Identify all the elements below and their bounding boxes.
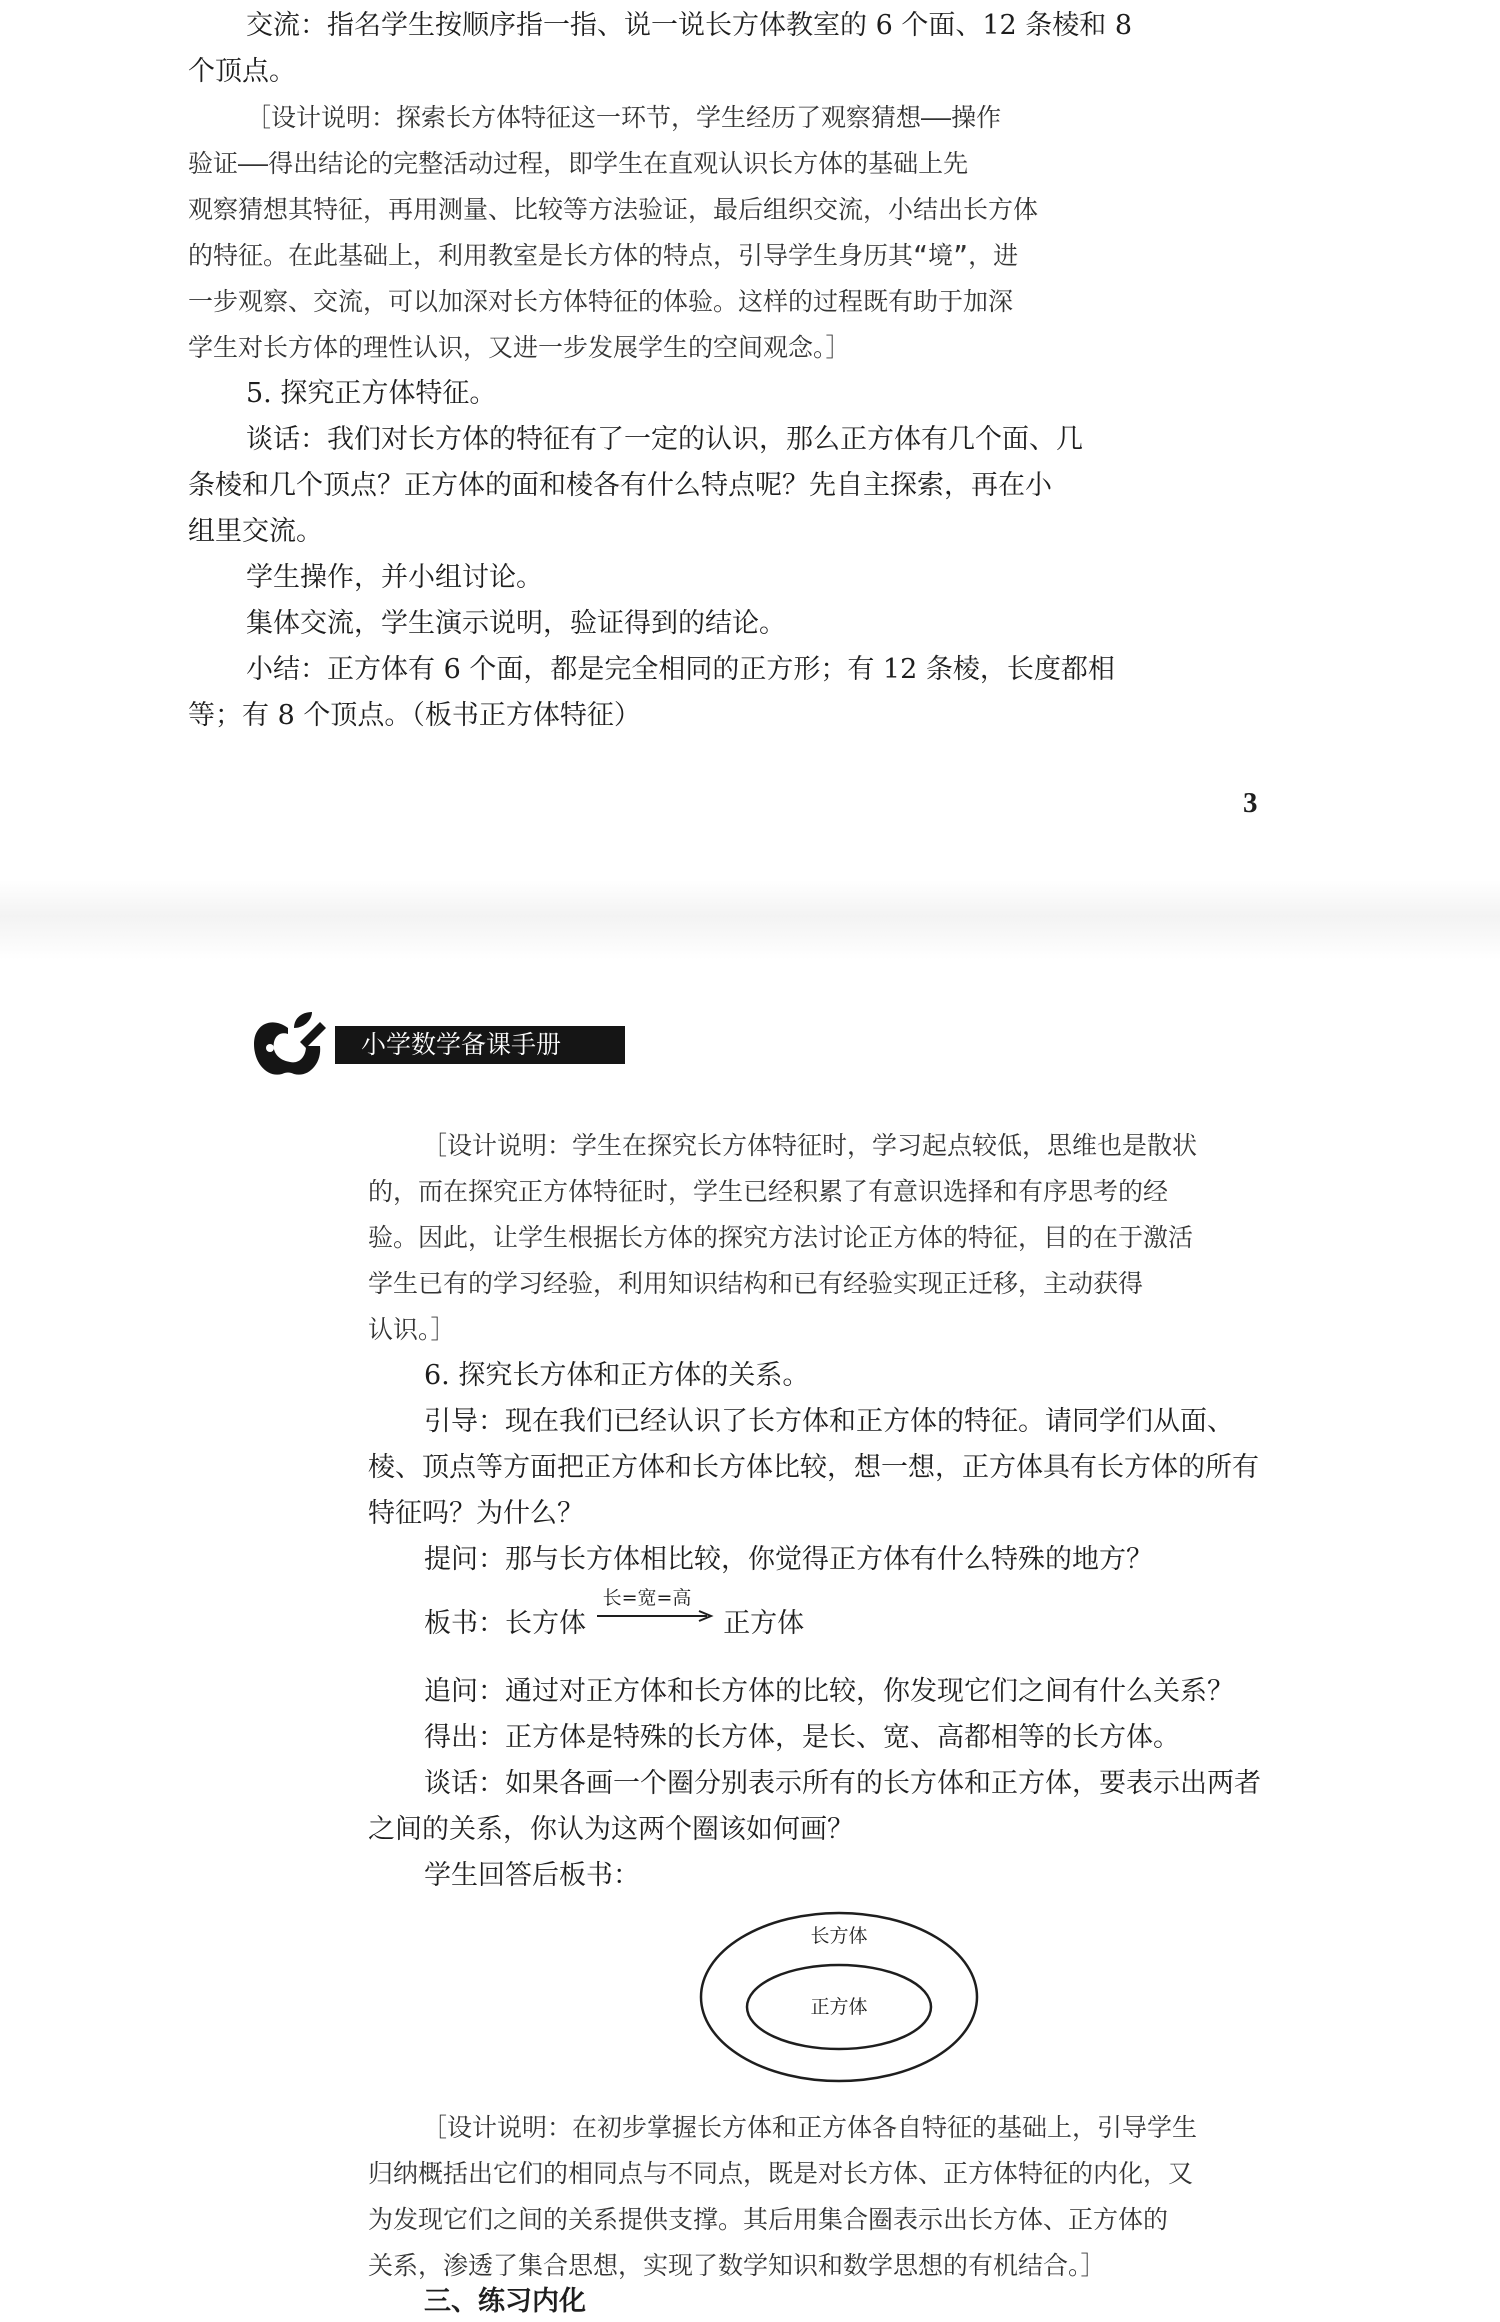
text-line: 特征吗？为什么？ (368, 1498, 584, 1529)
text-line: 学生回答后板书： (424, 1860, 640, 1891)
text-line: 谈话：如果各画一个圈分别表示所有的长方体和正方体，要表示出两者 (424, 1768, 1261, 1799)
text-line: 小结：正方体有 6 个面，都是完全相同的正方形；有 12 条棱，长度都相 (246, 654, 1115, 685)
design-note-line: 归纳概括出它们的相同点与不同点，既是对长方体、正方体特征的内化，又 (368, 2159, 1194, 2188)
text-line: 学生操作，并小组讨论。 (246, 562, 543, 593)
text-line: 棱、顶点等方面把正方体和长方体比较，想一想，正方体具有长方体的所有 (368, 1452, 1259, 1483)
design-note-line: ［设计说明：探索长方体特征这一环节，学生经历了观察猜想——操作 (246, 103, 1002, 132)
design-note-line: 学生已有的学习经验，利用知识结构和已有经验实现正迁移，主动获得 (368, 1269, 1144, 1298)
right-arrow-icon (595, 1604, 715, 1644)
page-gap (0, 880, 1500, 960)
set-diagram (698, 1910, 980, 2084)
design-note-line: 一步观察、交流，可以加深对长方体特征的体验。这样的过程既有助于加深 (188, 287, 1014, 316)
design-note-line: ［设计说明：在初步掌握长方体和正方体各自特征的基础上，引导学生 (422, 2113, 1198, 2142)
inner-label: 正方体 (810, 1996, 868, 2018)
text-line: 组里交流。 (188, 516, 323, 547)
board-suffix: 正方体 (723, 1608, 805, 1639)
board-formula (424, 1587, 805, 1644)
design-note-line: 学生对长方体的理性认识，又进一步发展学生的空间观念。］ (188, 333, 851, 362)
design-note-line: 验证——得出结论的完整活动过程，即学生在直观认识长方体的基础上先 (188, 149, 969, 178)
text-line: 追问：通过对正方体和长方体的比较，你发现它们之间有什么关系？ (424, 1676, 1234, 1707)
outer-label: 长方体 (810, 1925, 868, 1947)
apple-logo-icon (250, 1008, 340, 1080)
text-line: 等；有 8 个顶点。（板书正方体特征） (188, 700, 641, 731)
text-line: 提问：那与长方体相比较，你觉得正方体有什么特殊的地方？ (424, 1544, 1153, 1575)
design-note-line: 验。因此，让学生根据长方体的探究方法讨论正方体的特征，目的在于激活 (368, 1223, 1194, 1252)
text-line: 交流：指名学生按顺序指一指、说一说长方体教室的 6 个面、12 条棱和 8 (246, 10, 1133, 41)
page-4 (0, 960, 1500, 2322)
design-note-line: 关系，渗透了集合思想，实现了数学知识和数学思想的有机结合。］ (368, 2251, 1106, 2280)
text-line: 之间的关系，你认为这两个圈该如何画？ (368, 1814, 854, 1845)
board-prefix: 板书：长方体 (424, 1608, 586, 1639)
design-note-line: 认识。］ (368, 1315, 456, 1344)
design-note-line: 为发现它们之间的关系提供支撑。其后用集合圈表示出长方体、正方体的 (368, 2205, 1169, 2234)
text-line: 个顶点。 (188, 56, 296, 87)
design-note-line: 的，而在探究正方体特征时，学生已经积累了有意识选择和有序思考的经 (368, 1177, 1169, 1206)
text-line: 谈话：我们对长方体的特征有了一定的认识，那么正方体有几个面、几 (246, 424, 1083, 455)
text-line: 引导：现在我们已经认识了长方体和正方体的特征。请同学们从面、 (424, 1406, 1234, 1437)
arrow-label: 长=宽=高 (602, 1587, 692, 1609)
design-note-line: 观察猜想其特征，再用测量、比较等方法验证，最后组织交流，小结出长方体 (188, 195, 1039, 224)
design-note-line: 的特征。在此基础上，利用教室是长方体的特点，引导学生身历其“境”，进 (188, 241, 1019, 270)
step-heading: 5. 探究正方体特征。 (246, 378, 497, 409)
arrow-with-label (595, 1587, 715, 1644)
text-line: 条棱和几个顶点？正方体的面和棱各有什么特点呢？先自主探索，再在小 (188, 470, 1052, 501)
section-heading: 三、练习内化 (424, 2286, 586, 2317)
page-3 (0, 0, 1500, 880)
design-note-line: ［设计说明：学生在探究长方体特征时，学习起点较低，思维也是散状 (422, 1131, 1198, 1160)
text-line: 得出：正方体是特殊的长方体，是长、宽、高都相等的长方体。 (424, 1722, 1180, 1753)
header-title: 小学数学备课手册 (335, 1026, 625, 1064)
text-line: 集体交流，学生演示说明，验证得到的结论。 (246, 608, 786, 639)
page-number: 3 (1243, 787, 1258, 819)
step-heading: 6. 探究长方体和正方体的关系。 (424, 1360, 810, 1391)
